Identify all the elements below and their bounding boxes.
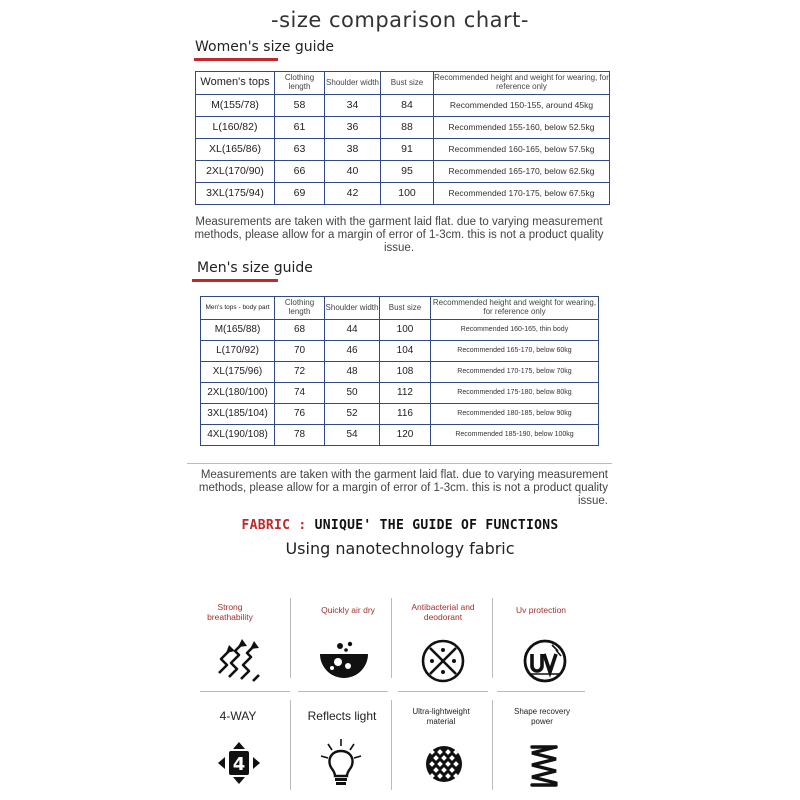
header-cell: Bust size bbox=[381, 72, 434, 95]
bust-cell: 84 bbox=[381, 95, 434, 117]
lightweight-mesh-icon bbox=[424, 744, 464, 784]
shoulder-cell: 38 bbox=[325, 139, 381, 161]
bust-cell: 116 bbox=[380, 404, 431, 425]
recommendation-cell: Recommended 165-170, below 62.5kg bbox=[434, 161, 610, 183]
air-dry-bowl-icon bbox=[318, 640, 370, 680]
header-cell: Bust size bbox=[380, 297, 431, 320]
length-cell: 61 bbox=[275, 117, 325, 139]
bust-cell: 100 bbox=[380, 320, 431, 341]
bust-cell: 104 bbox=[380, 341, 431, 362]
bust-cell: 112 bbox=[380, 383, 431, 404]
shoulder-cell: 52 bbox=[325, 404, 380, 425]
shoulder-cell: 50 bbox=[325, 383, 380, 404]
table-row bbox=[201, 362, 599, 383]
shoulder-cell: 44 bbox=[325, 320, 380, 341]
table-header-row bbox=[201, 297, 599, 320]
feature-label: Antibacterial and deodorant bbox=[411, 602, 475, 622]
header-cell: Clothing length bbox=[275, 72, 325, 95]
table-header-row bbox=[196, 72, 610, 95]
shoulder-cell: 54 bbox=[325, 425, 380, 446]
fabric-subtitle: Using nanotechnology fabric bbox=[285, 539, 515, 558]
size-cell: 2XL(180/100) bbox=[201, 383, 275, 404]
size-cell: 3XL(175/94) bbox=[196, 183, 275, 205]
table-row bbox=[196, 139, 610, 161]
feature-label: Strong breathability bbox=[207, 602, 253, 622]
feature-label: Shape recovery power bbox=[513, 707, 571, 726]
svg-text:4: 4 bbox=[232, 754, 246, 775]
length-cell: 78 bbox=[275, 425, 325, 446]
grid-divider bbox=[290, 598, 291, 678]
fabric-label: FABRIC : bbox=[241, 518, 307, 533]
grid-divider bbox=[290, 700, 291, 790]
feature-four-way bbox=[190, 709, 286, 723]
size-cell: 3XL(185/104) bbox=[201, 404, 275, 425]
table-row bbox=[201, 320, 599, 341]
feature-breathability bbox=[182, 602, 278, 622]
size-cell: 4XL(190/108) bbox=[201, 425, 275, 446]
grid-divider bbox=[298, 691, 388, 692]
table-row bbox=[196, 95, 610, 117]
header-cell: Shoulder width bbox=[325, 297, 380, 320]
feature-reflects-light bbox=[294, 709, 390, 723]
bust-cell: 120 bbox=[380, 425, 431, 446]
feature-shape-recovery bbox=[494, 707, 590, 727]
feature-label: 4-WAY bbox=[219, 709, 257, 723]
table-row bbox=[196, 117, 610, 139]
men-size-table bbox=[200, 296, 599, 446]
grid-divider bbox=[391, 700, 392, 790]
recommendation-cell: Recommended 150-155, around 45kg bbox=[434, 95, 610, 117]
feature-label: Uv protection bbox=[515, 605, 567, 615]
recommendation-cell: Recommended 155-160, below 52.5kg bbox=[434, 117, 610, 139]
header-cell: Recommended height and weight for wearing, for reference only bbox=[434, 72, 610, 95]
length-cell: 68 bbox=[275, 320, 325, 341]
recommendation-cell: Recommended 170-175, below 70kg bbox=[431, 362, 599, 383]
fabric-title: UNIQUE' THE GUIDE OF FUNCTIONS bbox=[314, 518, 559, 533]
bust-cell: 88 bbox=[381, 117, 434, 139]
header-cell: Clothing length bbox=[275, 297, 325, 320]
section-divider bbox=[187, 463, 612, 464]
table-row bbox=[201, 404, 599, 425]
grid-divider bbox=[398, 691, 488, 692]
table-row bbox=[201, 341, 599, 362]
fabric-heading bbox=[0, 518, 800, 533]
header-cell: Men's tops - body part bbox=[201, 297, 275, 320]
feature-air-dry bbox=[300, 605, 396, 615]
women-measurement-note: Measurements are taken with the garment laid flat. due to varying measurement methods, please allow for a margin of error of 1-3cm. this is not a product quality issue. bbox=[194, 216, 604, 254]
recommendation-cell: Recommended 185-190, below 100kg bbox=[431, 425, 599, 446]
light-bulb-icon bbox=[318, 738, 364, 788]
uv-protection-icon bbox=[522, 638, 568, 684]
length-cell: 70 bbox=[275, 341, 325, 362]
length-cell: 63 bbox=[275, 139, 325, 161]
feature-lightweight bbox=[393, 707, 489, 727]
men-measurement-note: Measurements are taken with the garment laid flat. due to varying measurement methods, please allow for a margin of error of 1-3cm. this is not a product quality issue. bbox=[198, 469, 608, 507]
page-title: -size comparison chart- bbox=[271, 8, 529, 32]
bust-cell: 91 bbox=[381, 139, 434, 161]
size-cell: XL(175/96) bbox=[201, 362, 275, 383]
bust-cell: 108 bbox=[380, 362, 431, 383]
antibacterial-icon bbox=[420, 638, 466, 684]
breathability-arrows-icon bbox=[215, 637, 265, 683]
size-cell: XL(165/86) bbox=[196, 139, 275, 161]
grid-divider bbox=[492, 700, 493, 790]
length-cell: 58 bbox=[275, 95, 325, 117]
shoulder-cell: 34 bbox=[325, 95, 381, 117]
length-cell: 76 bbox=[275, 404, 325, 425]
recommendation-cell: Recommended 160-165, below 57.5kg bbox=[434, 139, 610, 161]
size-cell: 2XL(170/90) bbox=[196, 161, 275, 183]
table-row bbox=[201, 383, 599, 404]
recommendation-cell: Recommended 170-175, below 67.5kg bbox=[434, 183, 610, 205]
feature-label: Quickly air dry bbox=[321, 605, 375, 615]
grid-divider bbox=[497, 691, 585, 692]
feature-label: Reflects light bbox=[307, 709, 377, 723]
recommendation-cell: Recommended 175-180, below 80kg bbox=[431, 383, 599, 404]
size-cell: M(165/88) bbox=[201, 320, 275, 341]
grid-divider bbox=[200, 691, 290, 692]
size-cell: L(160/82) bbox=[196, 117, 275, 139]
header-cell: Shoulder width bbox=[325, 72, 381, 95]
men-title-underline bbox=[192, 279, 278, 282]
length-cell: 66 bbox=[275, 161, 325, 183]
recommendation-cell: Recommended 160-165, thin body bbox=[431, 320, 599, 341]
length-cell: 69 bbox=[275, 183, 325, 205]
size-cell: L(170/92) bbox=[201, 341, 275, 362]
recommendation-cell: Recommended 165-170, below 60kg bbox=[431, 341, 599, 362]
men-section-title: Men's size guide bbox=[197, 260, 313, 276]
feature-uv-protection bbox=[493, 605, 589, 615]
feature-label: Ultra-lightweight material bbox=[412, 707, 470, 726]
spring-icon bbox=[528, 744, 560, 788]
four-way-stretch-icon bbox=[216, 740, 262, 786]
shoulder-cell: 46 bbox=[325, 341, 380, 362]
bust-cell: 100 bbox=[381, 183, 434, 205]
women-section-title: Women's size guide bbox=[195, 39, 335, 55]
table-row bbox=[196, 161, 610, 183]
shoulder-cell: 48 bbox=[325, 362, 380, 383]
shoulder-cell: 36 bbox=[325, 117, 381, 139]
size-cell: M(155/78) bbox=[196, 95, 275, 117]
recommendation-cell: Recommended 180-185, below 90kg bbox=[431, 404, 599, 425]
length-cell: 74 bbox=[275, 383, 325, 404]
women-title-underline bbox=[194, 58, 278, 61]
length-cell: 72 bbox=[275, 362, 325, 383]
shoulder-cell: 40 bbox=[325, 161, 381, 183]
header-cell: Recommended height and weight for wearing, for reference only bbox=[431, 297, 599, 320]
bust-cell: 95 bbox=[381, 161, 434, 183]
table-row bbox=[196, 183, 610, 205]
table-row bbox=[201, 425, 599, 446]
feature-antibacterial bbox=[395, 602, 491, 622]
shoulder-cell: 42 bbox=[325, 183, 381, 205]
women-size-table bbox=[195, 71, 610, 205]
header-cell: Women's tops bbox=[196, 72, 275, 95]
